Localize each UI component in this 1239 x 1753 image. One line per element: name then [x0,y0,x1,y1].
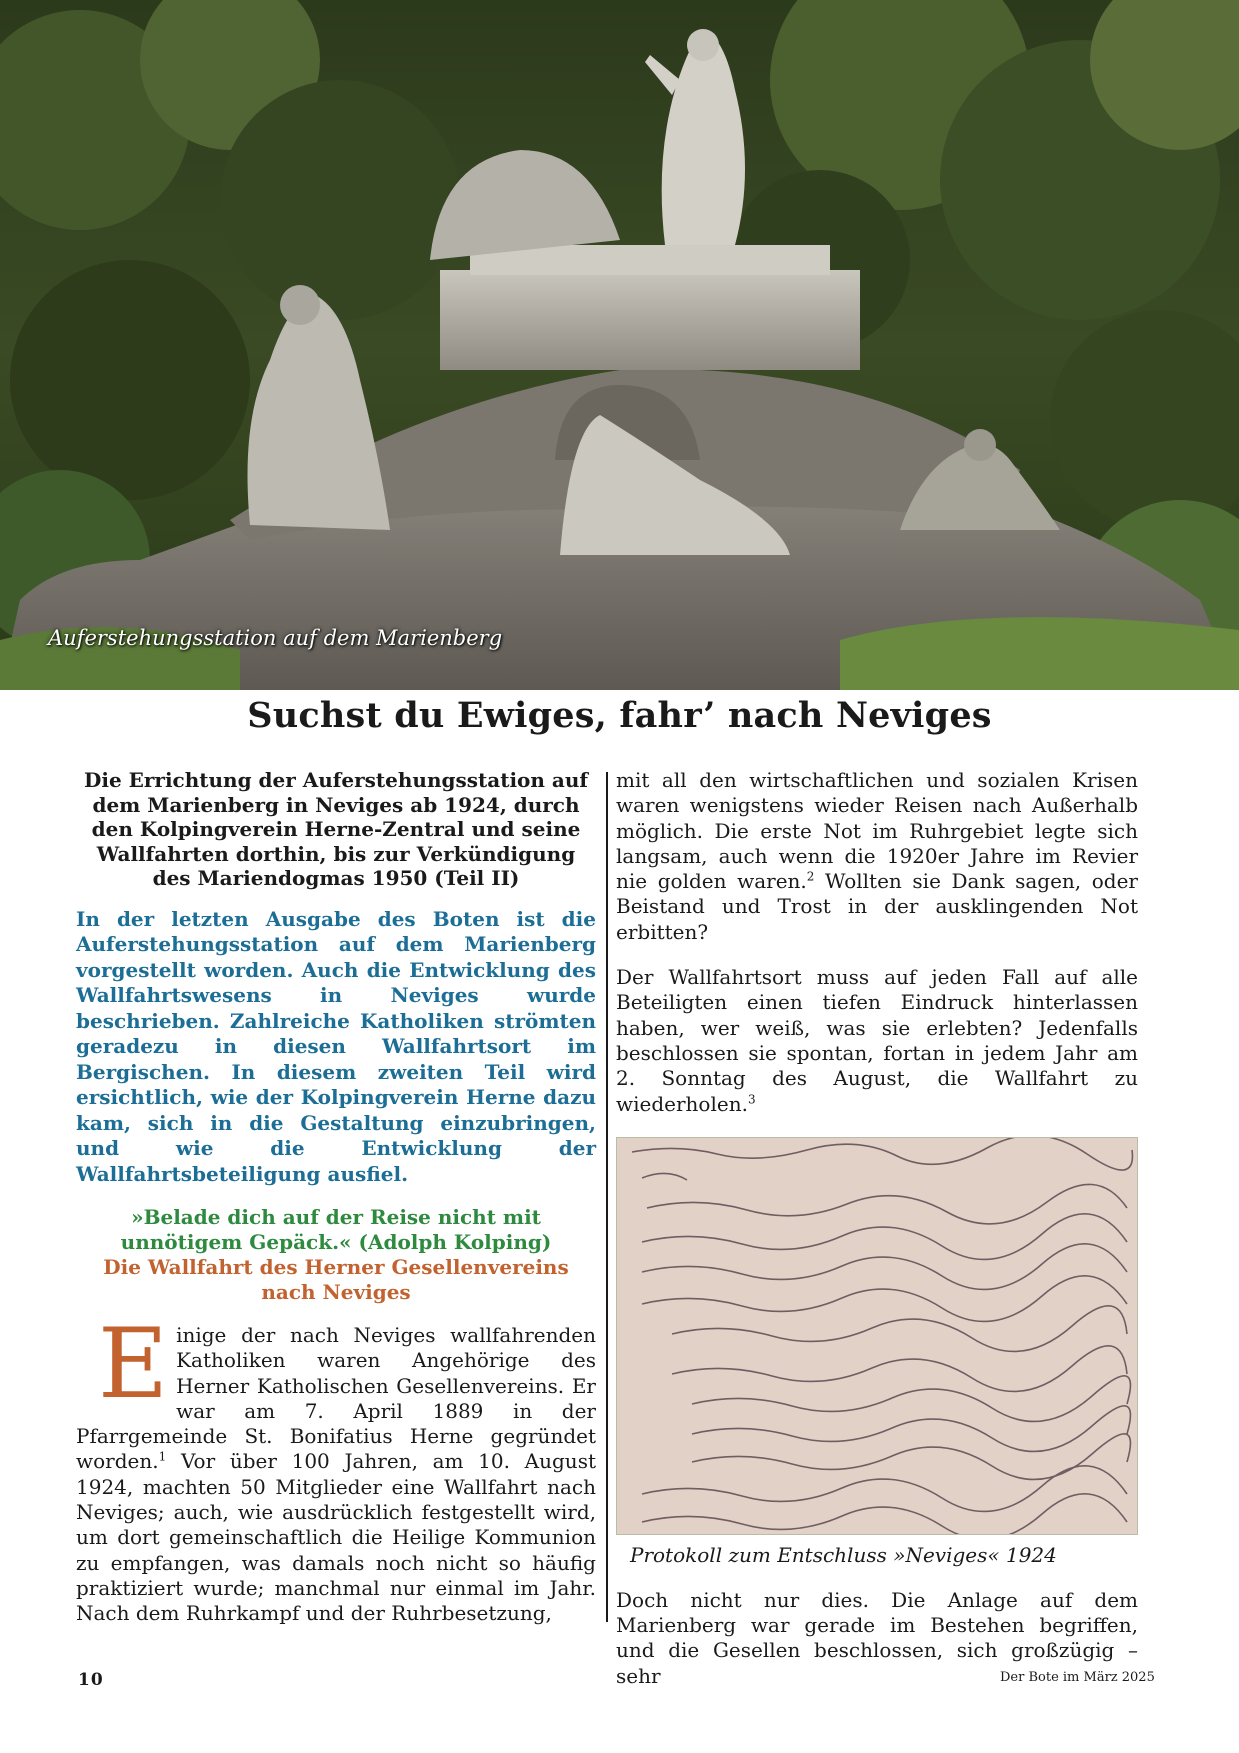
body-text-part-a: inige der nach Neviges wallfahrenden Katholiken waren Angehörige des Herner Katholischen Gesellenvereins. Er war am 7. April 1889 in der Pfarrgemeinde St. Bonifatius Herne gegründet worden. [76,1323,596,1474]
body-paragraph [616,768,1138,945]
body-text-part-b: Vor über 100 Jahren, am 10. August 1924, machten 50 Mitglieder eine Wallfahrt nach Neviges; auch, wie ausdrücklich festgestellt wird, um dort gemeinschaftlich die Heilige Kommunion zu empfangen, was damals noch nicht so häufig praktiziert wurde; manchmal nur einmal im Jahr. Nach dem Ruhrkampf und der Ruhrbesetzung, [76,1449,596,1626]
resurrection-station-photo [0,0,1239,690]
hero-photo [0,0,1239,690]
right-column [616,768,1138,1689]
publication-footer: Der Bote im März 2025 [1000,1670,1155,1685]
intro-lead: In der letzten Ausgabe des Boten ist die Auferstehungsstation auf dem Marienberg vorgestellt worden. Auch die Entwicklung des Wallfahrtswesens in Neviges wurde beschrieben. Zahlreiche Katholiken strömten geradezu in diesen Wallfahrtsort im Bergischen. In diesem zweiten Teil wird ersichtlich, wie der Kolpingverein Herne dazu kam, sich in die Gestaltung einzubringen, und wie die Entwicklung der Wallfahrtsbeteiligung ausfiel. [76,906,596,1186]
body-paragraph [76,1308,596,1627]
footnote-ref: 1 [158,1449,167,1464]
intro-heading: Die Errichtung der Auferstehungsstation auf dem Marienberg in Neviges ab 1924, durch den Kolpingverein Herne-Zentral und seine Wallfahrten dorthin, bis zur Verkündigung des Mariendogmas 1950 (Teil II) [84,768,588,890]
kolping-quote: »Belade dich auf der Reise nicht mit unnötigem Gepäck.« (Adolph Kolping) [120,1205,552,1254]
footnote-ref: 3 [747,1091,756,1106]
section-subheading: Die Wallfahrt des Herner Gesellenvereins nach Neviges [103,1255,569,1304]
page-number: 10 [78,1670,104,1690]
body-paragraph [616,965,1138,1117]
body-paragraph: Doch nicht nur dies. Die Anlage auf dem Marienberg war gerade im Bestehen begriffen, und die Gesellen beschlossen, sich großzügig – sehr [616,1587,1138,1688]
left-column [76,768,596,1627]
image-caption: Protokoll zum Entschluss »Neviges« 1924 [630,1542,1057,1567]
article-title: Suchst du Ewiges, fahr’ nach Neviges [247,695,992,736]
photo-caption: Auferstehungsstation auf dem Marienberg [48,626,503,650]
column-divider [606,772,608,1622]
footnote-ref: 2 [806,869,815,884]
body-text-part-b: Wollten sie Dank sagen, oder Beistand und Trost in der ausklingenden Not erbitten? [616,869,1138,944]
handwritten-document-scan [617,1138,1137,1534]
body-text: Der Wallfahrtsort muss auf jeden Fall auf alle Beteiligten einen tiefen Eindruck hinterlassen haben, wer weiß, was sie erlebten? Jedenfalls beschlossen sie spontan, fortan in jedem Jahr am 2. Sonntag des August, die Wallfahrt zu wiederholen. [616,965,1138,1116]
body-text-part-a: mit all den wirtschaftlichen und sozialen Krisen waren wenigstens wieder Reisen nach Außerhalb möglich. Die erste Not im Ruhrgebiet legte sich langsam, auch wenn die 1920er Jahre im Revier nie golden waren. [616,768,1138,894]
drop-cap: E [98,1308,169,1420]
handwritten-protocol-image [616,1137,1138,1535]
